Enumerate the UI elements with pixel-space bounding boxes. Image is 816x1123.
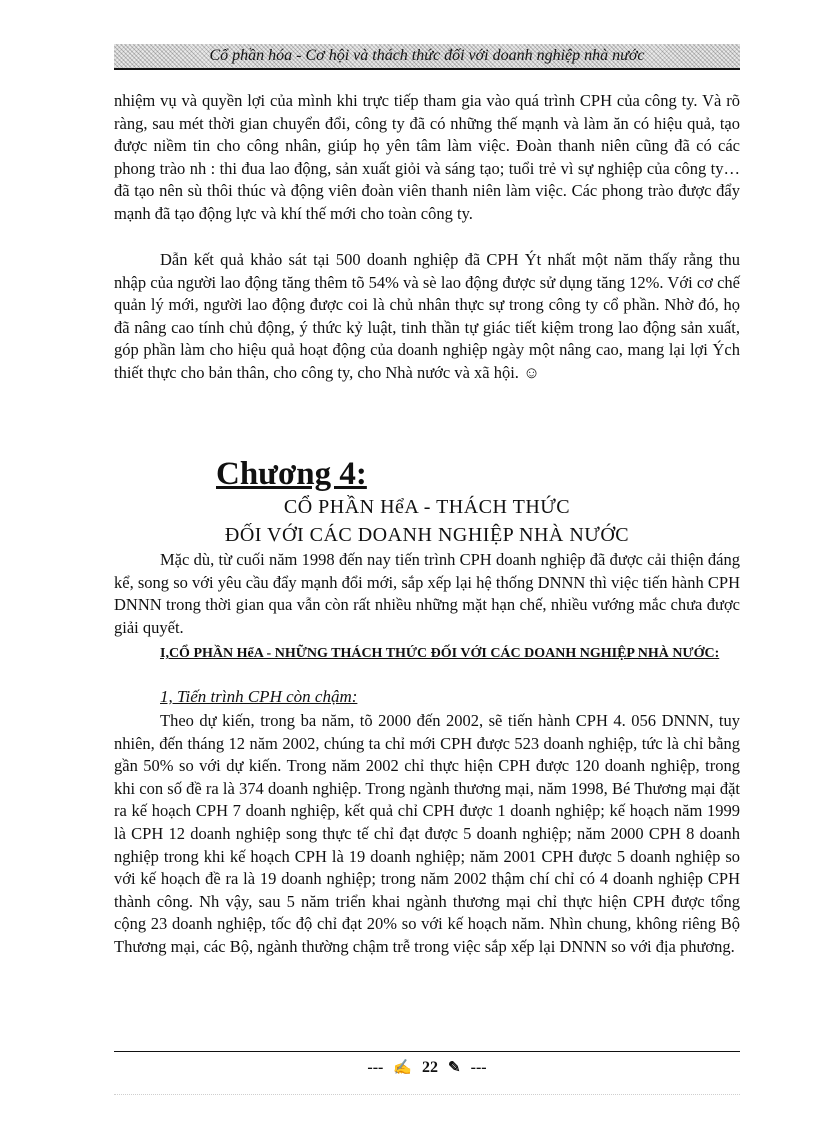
pencil-icon: ✎ (448, 1060, 461, 1077)
smiley-icon: ☺ (523, 362, 540, 382)
footer-divider (114, 1051, 740, 1052)
progress-paragraph-text: Theo dự kiến, trong ba năm, tõ 2000 đến 2002, sẽ tiến hành CPH 4. 056 DNNN, tuy nhiên, đến tháng 12 năm 2002, chúng ta chỉ mới CPH được 523 doanh nghiệp, tức là chỉ bằng gần 50% so với dự kiến. Trong năm 2002 chỉ thực hiện CPH được 120 doanh nghiệp, trong khi con số đề ra là 374 doanh nghiệp. Trong ngành thương mại, năm 1998, Bé Thương mại đặt ra kế hoạch CPH 7 doanh nghiệp, kết quả chỉ CPH được 1 doanh nghiệp; kế hoạch năm 1999 là CPH 12 doanh nghiệp song thực tế chỉ đạt được 5 doanh nghiệp; năm 2000 CPH 8 doanh nghiệp trong khi kế hoạch CPH là 19 doanh nghiệp; năm 2001 CPH được 5 doanh nghiệp so với kế hoạch đề ra là 19 doanh nghiệp; trong năm 2002 thậm chí chỉ có 4 doanh nghiệp CPH thành công. Nh vậy, sau 5 năm triển khai ngành thương mại chỉ thực hiện CPH được tổng cộng 23 doanh nghiệp, tốc độ chỉ đạt 20% so với kế hoạch năm. Nhìn chung, không riêng Bộ Thương mại, các Bộ, ngành thường chậm trễ trong việc sắp xếp lại DNNN so với địa phương. (114, 711, 740, 956)
survey-paragraph-text: Dẫn kết quả khảo sát tại 500 doanh nghiệp đã CPH Ýt nhất một năm thấy rằng thu nhập của người lao động tăng thêm tõ 54% và sè lao động được sử dụng tăng 12%. Với cơ chế quản lý mới, người lao động được coi là chủ nhân thực sự trong công ty cổ phần. Nhờ đó, họ đã nâng cao tính chủ động, ý thức kỷ luật, tinh thần tự giác tiết kiệm trong lao động sản xuất, góp phần làm cho hiệu quả hoạt động của doanh nghiệp ngày một nâng cao, mang lại lợi Ých thiết thực cho bản thân, cho công ty, cho Nhà nước và xã hội. (114, 250, 740, 382)
page-number: 22 (422, 1059, 439, 1077)
progress-paragraph (114, 710, 740, 959)
chapter-title: Chương 4: (216, 456, 367, 492)
chapter-subtitle-line2: ĐỐI VỚI CÁC DOANH NGHIỆP NHÀ NƯỚC (224, 524, 630, 546)
footer-left-dashes: --- (367, 1059, 384, 1077)
header-title: Cổ phần hóa - Cơ hội và thách thức đối với doanh nghiệp nhà nước (209, 47, 645, 64)
survey-paragraph (114, 249, 740, 385)
footer-right-dashes: --- (470, 1059, 487, 1077)
chapter-intro-paragraph (114, 549, 740, 639)
section-heading: I,CỔ PHẦN HểA - NHỮNG THÁCH THỨC ĐỐI VỚI CÁC DOANH NGHIỆP NHÀ NƯỚC: (160, 646, 720, 661)
writing-hand-icon: ✍ (393, 1060, 413, 1077)
chapter-subtitle-line1: CỔ PHẦN HểA - THÁCH THỨC (283, 496, 571, 518)
page-footer (114, 1057, 740, 1079)
bottom-dotted-line (114, 1094, 740, 1095)
page-header (114, 44, 740, 70)
subsection-heading: 1, Tiến trình CPH còn chậm: (160, 687, 358, 706)
intro-paragraph-text: nhiệm vụ và quyền lợi của mình khi trực tiếp tham gia vào quá trình CPH của công ty. Và rõ ràng, sau mét thời gian chuyển đổi, công ty đã có những thế mạnh và làm ăn có hiệu quả, tạo được niềm tin cho công nhân, giúp họ yên tâm làm việc. Đoàn thanh niên cũng đã có các phong trào nh : thi đua lao động, sản xuất giỏi và sáng tạo; tuổi trẻ vì sự nghiệp của công ty… đã tạo nên sù thôi thúc và động viên đoàn viên thanh niên làm việc. Các phong trào được đẩy mạnh đã tạo động lực và khí thế mới cho toàn công ty. (114, 91, 740, 223)
intro-paragraph (114, 90, 740, 226)
chapter-intro-text: Mặc dù, từ cuối năm 1998 đến nay tiến trình CPH doanh nghiệp đã được cải thiện đáng kể, song so với yêu cầu đẩy mạnh đổi mới, sắp xếp lại hệ thống DNNN thì việc tiến hành CPH DNNN trong thời gian qua vẫn còn rất nhiều những mặt hạn chế, nhiều vướng mắc chưa được giải quyết. (114, 550, 740, 637)
